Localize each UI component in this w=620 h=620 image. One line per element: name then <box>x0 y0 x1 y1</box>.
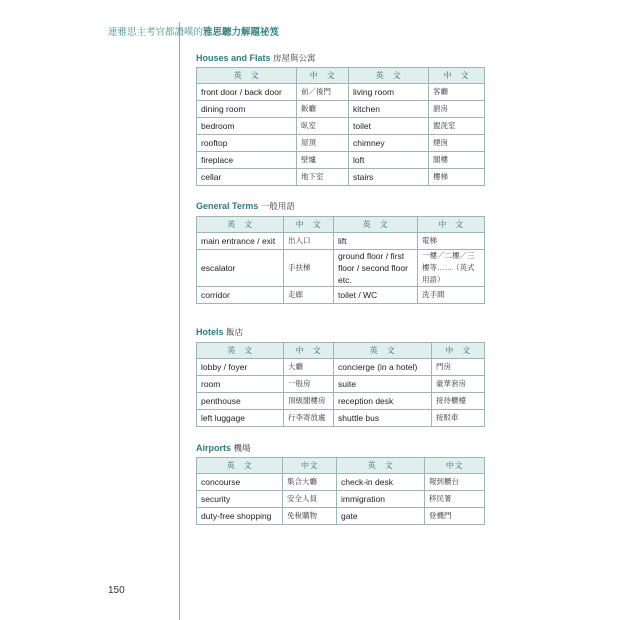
header-english: 英 文 <box>334 217 418 233</box>
chinese-term: 頂級閣樓房 <box>284 393 334 410</box>
chinese-term: 飯廳 <box>297 101 349 118</box>
section-title-zh: 房屋與公寓 <box>273 53 316 63</box>
english-term: shuttle bus <box>334 410 432 427</box>
section-title-airports <box>196 442 251 454</box>
english-term: cellar <box>197 169 297 186</box>
table-row <box>197 250 485 287</box>
english-term: fireplace <box>197 152 297 169</box>
table-row <box>197 84 485 101</box>
header-chinese: 中 文 <box>432 343 485 359</box>
chinese-term: 煙囪 <box>429 135 485 152</box>
chinese-term: 洗手間 <box>418 287 485 304</box>
section-title-en: Hotels <box>196 327 224 337</box>
running-header <box>108 24 279 38</box>
table-row <box>197 474 485 491</box>
table-row <box>197 376 485 393</box>
chinese-term: 接駁車 <box>432 410 485 427</box>
table-header-row <box>197 68 485 84</box>
chinese-term: 出入口 <box>284 233 334 250</box>
chinese-term: 安全人員 <box>283 491 337 508</box>
english-term: security <box>197 491 283 508</box>
chinese-term: 免稅購物 <box>283 508 337 525</box>
header-chinese: 中 文 <box>429 68 485 84</box>
table-row <box>197 287 485 304</box>
english-term: front door / back door <box>197 84 297 101</box>
english-term: left luggage <box>197 410 284 427</box>
english-term: dining room <box>197 101 297 118</box>
english-term: penthouse <box>197 393 284 410</box>
table-row <box>197 359 485 376</box>
table-header-row <box>197 217 485 233</box>
chinese-term: 閣樓 <box>429 152 485 169</box>
header-chinese: 中 文 <box>297 68 349 84</box>
english-term: chimney <box>349 135 429 152</box>
english-term: loft <box>349 152 429 169</box>
english-term: corridor <box>197 287 284 304</box>
table-row <box>197 152 485 169</box>
chinese-term: 大廳 <box>284 359 334 376</box>
header-book-title: 雅思聽力解題祕笈 <box>203 27 280 38</box>
chinese-term: 電梯 <box>418 233 485 250</box>
chinese-term: 報到櫃台 <box>425 474 485 491</box>
table-row <box>197 101 485 118</box>
table-row <box>197 410 485 427</box>
table-row <box>197 135 485 152</box>
chinese-term: 盥洗室 <box>429 118 485 135</box>
chinese-term: 門房 <box>432 359 485 376</box>
section-title-general <box>196 200 295 212</box>
english-term: gate <box>337 508 425 525</box>
english-term: check-in desk <box>337 474 425 491</box>
table-row <box>197 118 485 135</box>
chinese-term: 行李寄放處 <box>284 410 334 427</box>
header-english: 英 文 <box>197 458 283 474</box>
table-header-row <box>197 343 485 359</box>
english-term: reception desk <box>334 393 432 410</box>
section-title-zh: 機場 <box>233 443 251 453</box>
chinese-term: 走廊 <box>284 287 334 304</box>
section-title-en: General Terms <box>196 201 259 211</box>
chinese-term: 一樓／二樓／三樓等……（英式用語） <box>418 250 485 287</box>
section-title-zh: 飯店 <box>226 327 244 337</box>
chinese-term: 登機門 <box>425 508 485 525</box>
table-row <box>197 491 485 508</box>
english-term: stairs <box>349 169 429 186</box>
header-chinese: 中文 <box>425 458 485 474</box>
header-prefix: 連雅思主考官都讚嘆的 <box>108 27 204 38</box>
chinese-term: 一般房 <box>284 376 334 393</box>
page-number: 150 <box>108 585 125 596</box>
english-term: toilet / WC <box>334 287 418 304</box>
english-term: lift <box>334 233 418 250</box>
english-term: rooftop <box>197 135 297 152</box>
chinese-term: 手扶梯 <box>284 250 334 287</box>
english-term: concourse <box>197 474 283 491</box>
header-chinese: 中 文 <box>418 217 485 233</box>
chinese-term: 集合大廳 <box>283 474 337 491</box>
table-row <box>197 393 485 410</box>
chinese-term: 接待櫃檯 <box>432 393 485 410</box>
header-chinese: 中 文 <box>284 343 334 359</box>
chinese-term: 客廳 <box>429 84 485 101</box>
chinese-term: 臥室 <box>297 118 349 135</box>
english-term: toilet <box>349 118 429 135</box>
header-english: 英 文 <box>337 458 425 474</box>
margin-rule <box>179 22 180 620</box>
chinese-term: 屋頂 <box>297 135 349 152</box>
header-english: 英 文 <box>197 217 284 233</box>
english-term: ground floor / first floor / second floor etc. <box>334 250 418 287</box>
header-english: 英 文 <box>334 343 432 359</box>
section-title-en: Houses and Flats <box>196 53 271 63</box>
header-chinese: 中 文 <box>284 217 334 233</box>
english-term: main entrance / exit <box>197 233 284 250</box>
chinese-term: 前／後門 <box>297 84 349 101</box>
chinese-term: 壁爐 <box>297 152 349 169</box>
vocab-table-general <box>196 216 485 304</box>
section-title-en: Airports <box>196 443 232 453</box>
vocab-table-houses <box>196 67 485 186</box>
english-term: duty-free shopping <box>197 508 283 525</box>
table-header-row <box>197 458 485 474</box>
english-term: escalator <box>197 250 284 287</box>
chinese-term: 廚房 <box>429 101 485 118</box>
chinese-term: 豪華套房 <box>432 376 485 393</box>
table-row <box>197 169 485 186</box>
english-term: kitchen <box>349 101 429 118</box>
table-row <box>197 508 485 525</box>
english-term: concierge (in a hotel) <box>334 359 432 376</box>
vocab-table-hotels <box>196 342 485 427</box>
header-english: 英 文 <box>349 68 429 84</box>
chinese-term: 移民署 <box>425 491 485 508</box>
chinese-term: 地下室 <box>297 169 349 186</box>
section-title-houses <box>196 52 316 64</box>
section-title-zh: 一般用語 <box>260 201 295 211</box>
english-term: room <box>197 376 284 393</box>
chinese-term: 樓梯 <box>429 169 485 186</box>
english-term: suite <box>334 376 432 393</box>
english-term: bedroom <box>197 118 297 135</box>
english-term: lobby / foyer <box>197 359 284 376</box>
english-term: immigration <box>337 491 425 508</box>
vocab-table-airports <box>196 457 485 525</box>
header-english: 英 文 <box>197 68 297 84</box>
table-row <box>197 233 485 250</box>
header-english: 英 文 <box>197 343 284 359</box>
header-chinese: 中文 <box>283 458 337 474</box>
section-title-hotels <box>196 326 243 338</box>
english-term: living room <box>349 84 429 101</box>
